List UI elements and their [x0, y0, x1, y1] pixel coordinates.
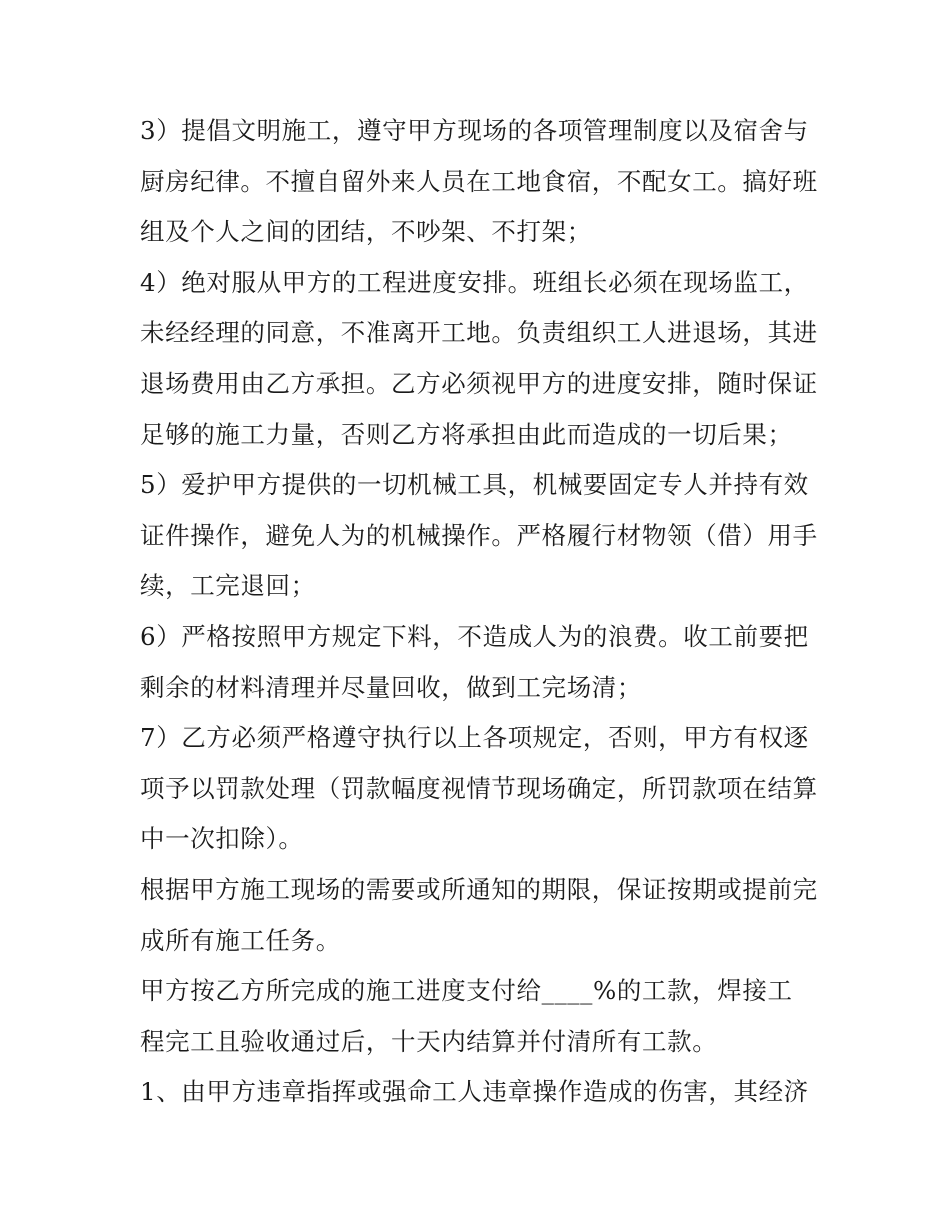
- text-line: 厨房纪律。不擅自留外来人员在工地食宿，不配女工。搞好班: [140, 166, 818, 196]
- text-line: 根据甲方施工现场的需要或所通知的期限，保证按期或提前完: [140, 874, 818, 904]
- text-line: 成所有施工任务。: [140, 925, 341, 955]
- text-line: 足够的施工力量，否则乙方将承担由此而造成的一切后果；: [140, 419, 793, 449]
- text-line: 程完工且验收通过后，十天内结算并付清所有工款。: [140, 1026, 718, 1056]
- text-line: 4）绝对服从甲方的工程进度安排。班组长必须在现场监工，: [140, 267, 809, 297]
- text-line: 3）提倡文明施工，遵守甲方现场的各项管理制度以及宿舍与: [140, 116, 809, 145]
- text-line: 项予以罚款处理（罚款幅度视情节现场确定，所罚款项在结算: [140, 773, 818, 803]
- text-line: 证件操作，避免人为的机械操作。严格履行材物领（借）用手: [140, 520, 818, 550]
- document-body: [140, 106, 830, 1118]
- text-line: 组及个人之间的团结，不吵架、不打架；: [140, 217, 592, 247]
- text-line: 中一次扣除）。: [140, 824, 304, 854]
- text-line: 甲方按乙方所完成的施工进度支付给____%的工款，焊接工: [140, 976, 793, 1006]
- text-line: 剩余的材料清理并尽量回收，做到工完场清；: [140, 672, 642, 702]
- text-line: 1、由甲方违章指挥或强命工人违章操作造成的伤害，其经济: [140, 1077, 809, 1107]
- text-line: 7）乙方必须严格遵守执行以上各项规定，否则，甲方有权逐: [140, 723, 809, 753]
- text-line: 6）严格按照甲方规定下料，不造成人为的浪费。收工前要把: [140, 621, 809, 651]
- text-line: 退场费用由乙方承担。乙方必须视甲方的进度安排，随时保证: [140, 368, 818, 398]
- text-line: 续，工完退回；: [140, 571, 316, 601]
- text-line: 5）爱护甲方提供的一切机械工具，机械要固定专人并持有效: [140, 470, 809, 500]
- text-line: 未经经理的同意，不准离开工地。负责组织工人进退场，其进: [140, 318, 818, 348]
